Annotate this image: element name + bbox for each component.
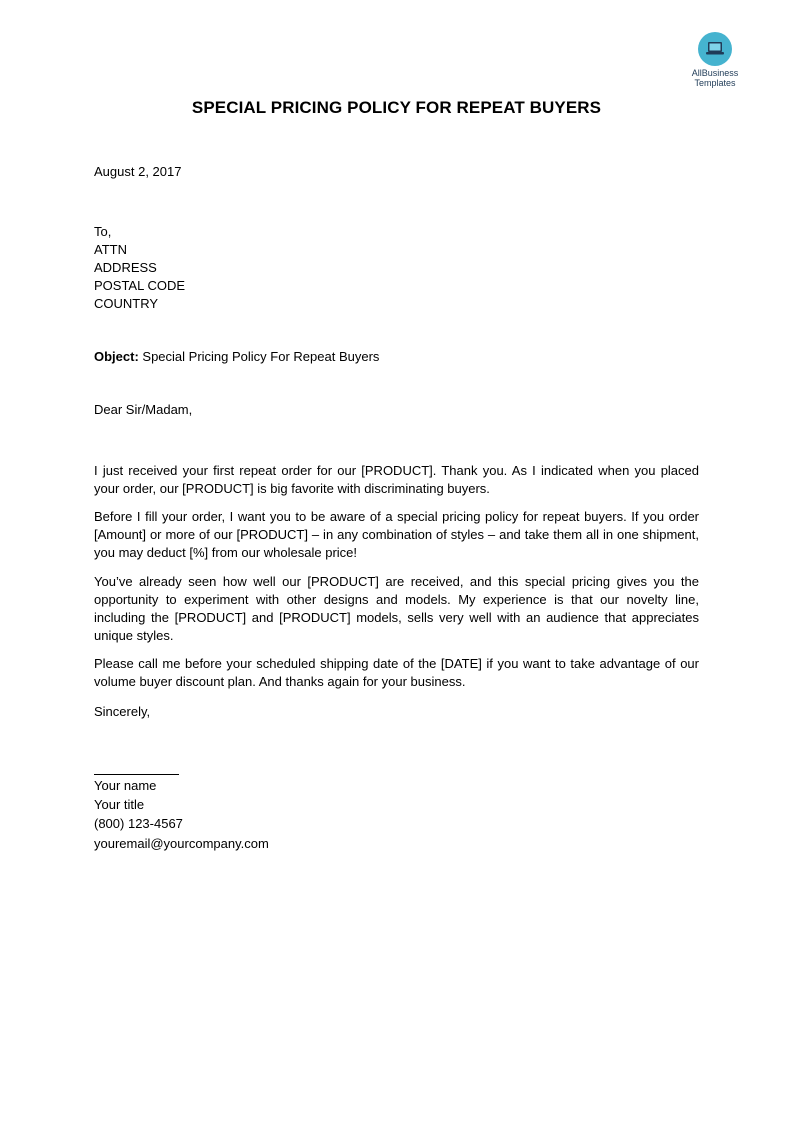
object-label: Object: xyxy=(94,349,139,364)
allbusiness-logo xyxy=(680,32,750,88)
recipient-to: To, xyxy=(94,224,112,239)
logo-text-line1: AllBusiness xyxy=(691,68,739,78)
laptop-icon xyxy=(698,32,732,66)
recipient-postal-code: POSTAL CODE xyxy=(94,278,186,293)
body-paragraph: I just received your first repeat order for our [PRODUCT]. Thank you. As I indicated when you placed your order, our [PRODUCT] is big favorite with discriminating buyers. xyxy=(94,463,699,496)
object-text: Special Pricing Policy For Repeat Buyers xyxy=(138,349,380,364)
salutation: Dear Sir/Madam, xyxy=(94,402,193,417)
logo-text-line2: Templates xyxy=(694,78,736,88)
closing: Sincerely, xyxy=(94,704,151,719)
recipient-country: COUNTRY xyxy=(94,296,159,311)
recipient-attn: ATTN xyxy=(94,242,127,257)
body-paragraph: You’ve already seen how well our [PRODUCT] are received, and this special pricing gives you the opportunity to experiment with other designs and models. My experience is that our novelty line, including the [PRODUCT] and [PRODUCT] models, sells very well with an audience that appreciates unique styles. xyxy=(94,574,699,643)
signature-name: Your name xyxy=(94,778,157,793)
body-paragraph: Please call me before your scheduled shipping date of the [DATE] if you want to take advantage of our volume buyer discount plan. And thanks again for your business. xyxy=(94,656,699,689)
signature-title: Your title xyxy=(94,797,145,812)
object-line xyxy=(94,348,379,366)
signature-line xyxy=(94,774,179,775)
recipient-address: ADDRESS xyxy=(94,260,157,275)
signature-email: youremail@yourcompany.com xyxy=(94,836,269,851)
letter-date: August 2, 2017 xyxy=(94,164,182,179)
document-title: SPECIAL PRICING POLICY FOR REPEAT BUYERS xyxy=(191,98,602,117)
body-paragraph: Before I fill your order, I want you to be aware of a special pricing policy for repeat buyers. If you order [Amount] or more of our [PRODUCT] – in any combination of styles – and take them all in one shipment, you may deduct [%] from our wholesale price! xyxy=(94,509,699,560)
signature-phone: (800) 123-4567 xyxy=(94,816,183,831)
